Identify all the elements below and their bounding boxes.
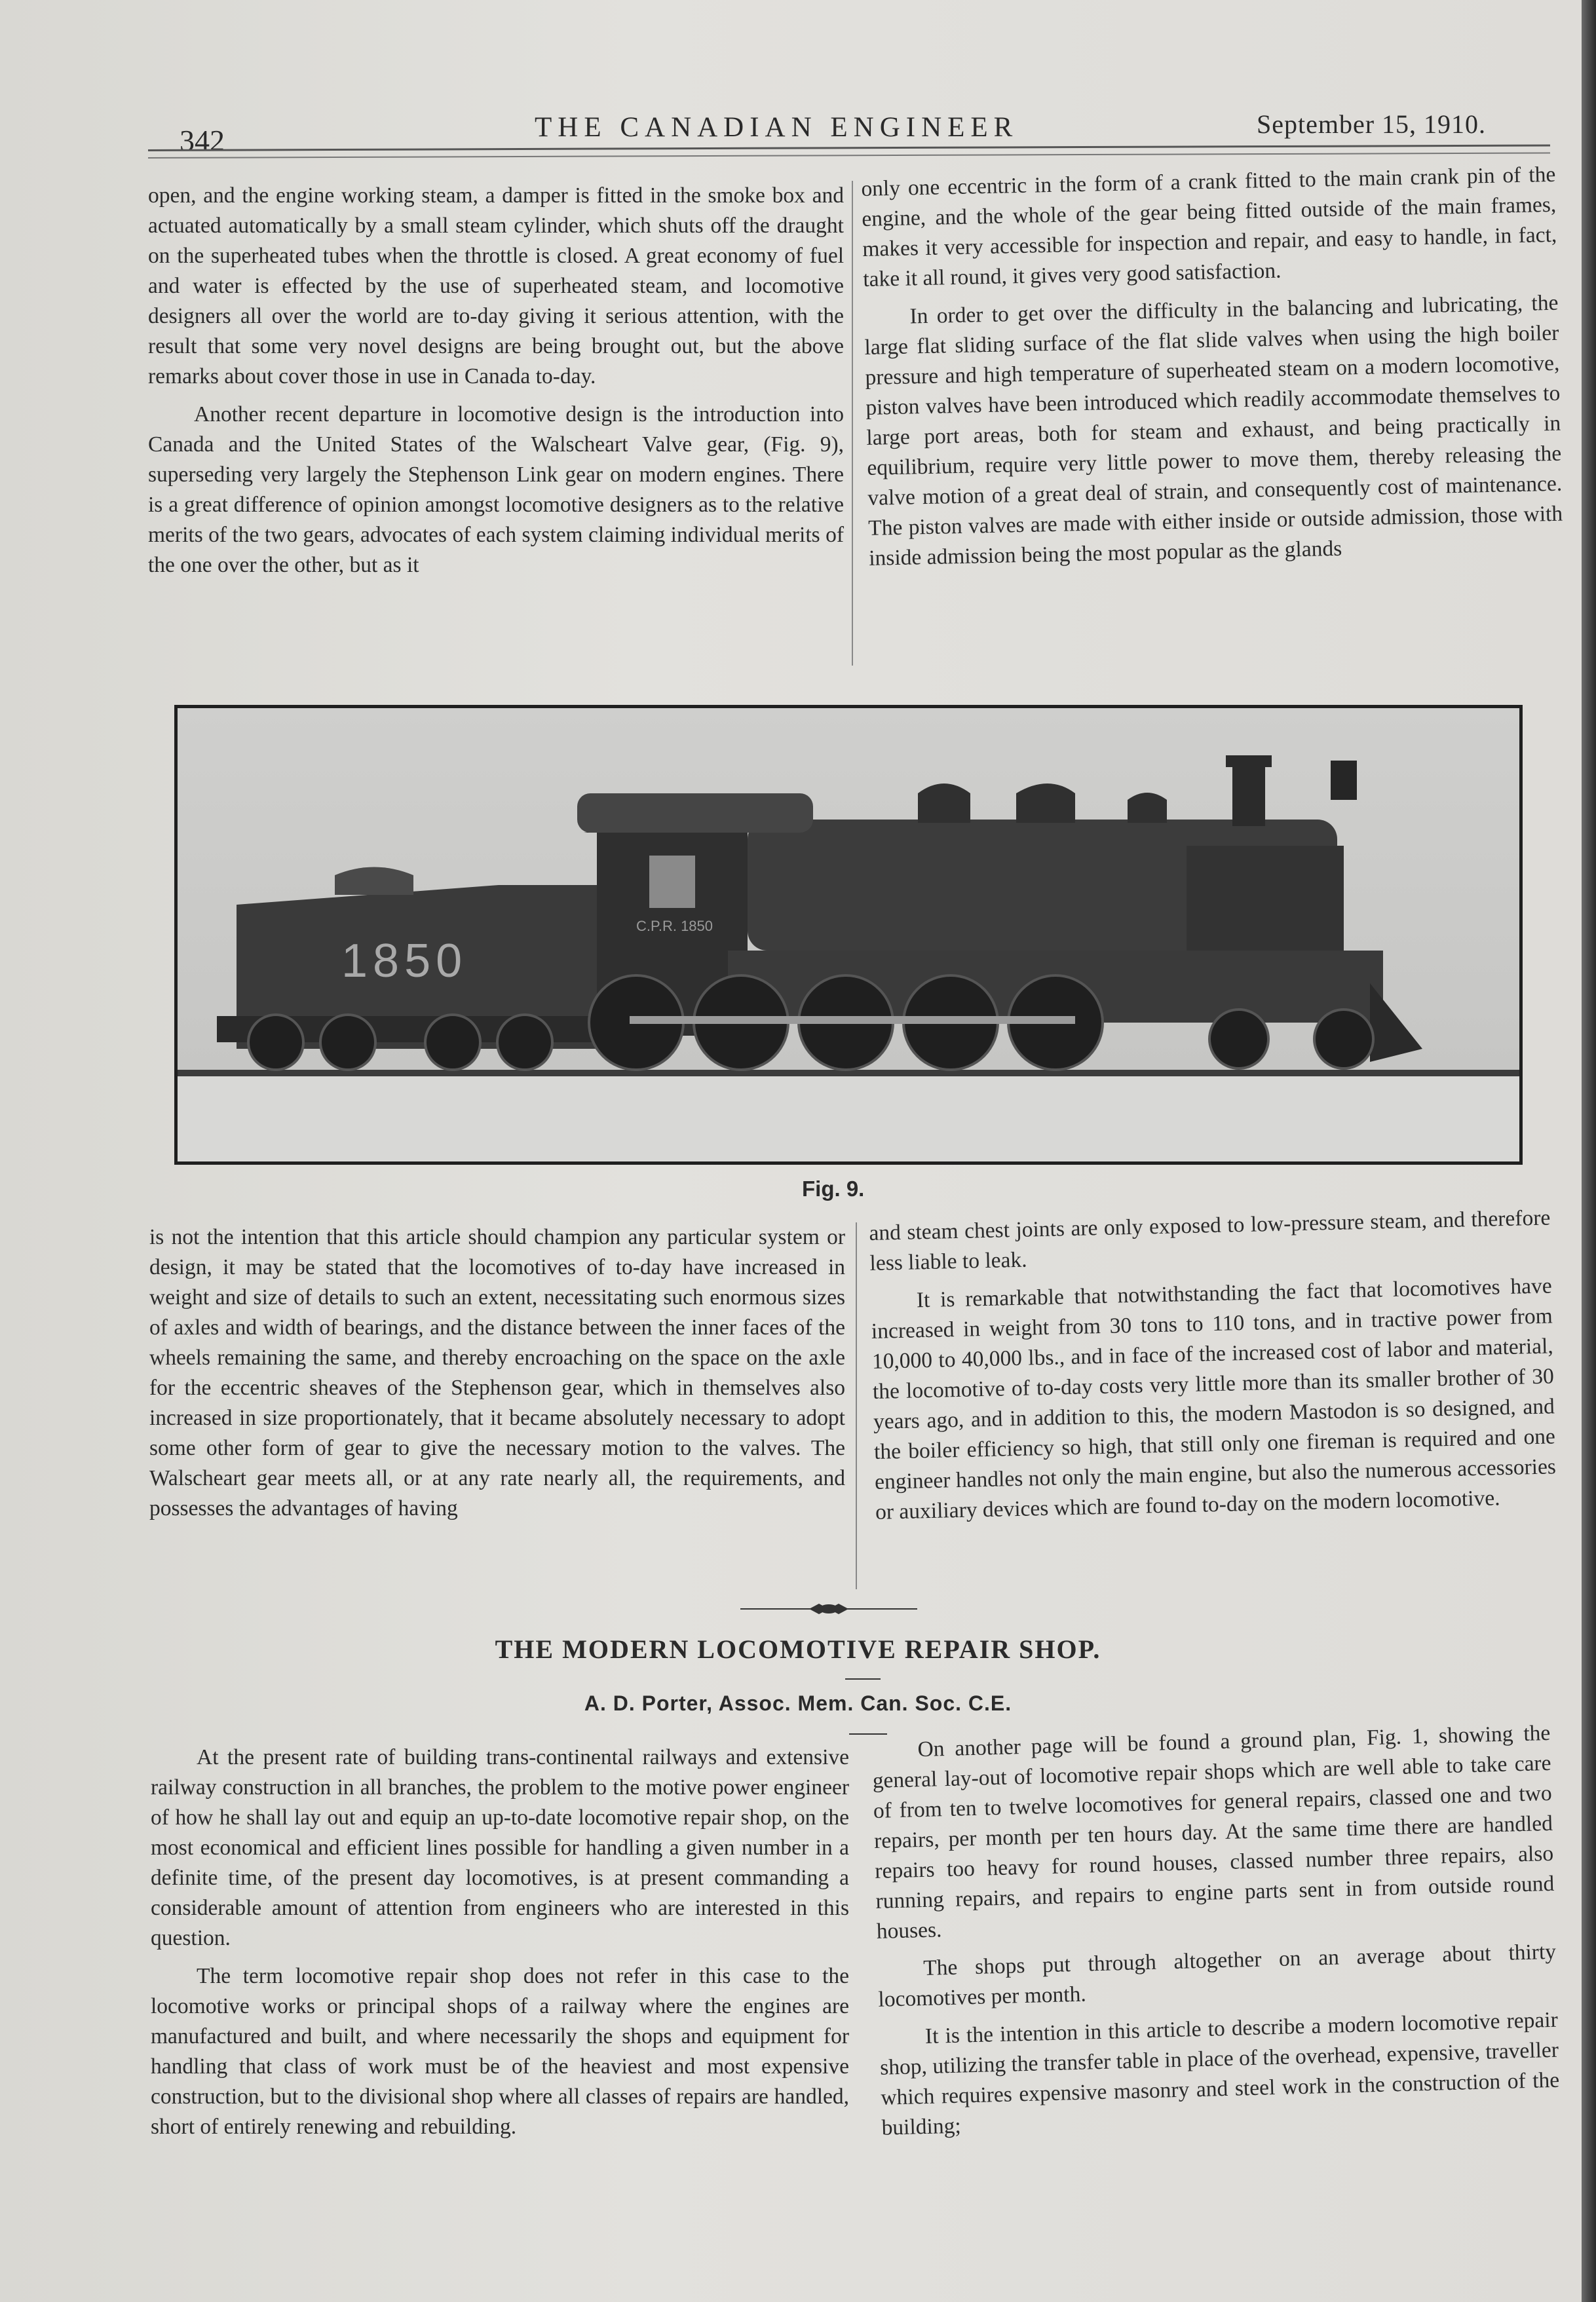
- bottom-left-column: [151, 1743, 849, 2150]
- article-title: THE MODERN LOCOMOTIVE REPAIR SHOP.: [495, 1634, 1101, 1664]
- bottom-right-column: [871, 1718, 1561, 2151]
- paragraph: The term locomotive repair shop does not refer in this case to the locomotive works or principal shops of a railway where the engines are manufactured and built, and where necessarily the shops and equipment for handling that class of work must be of the heaviest and most expensive construction, but to the divisional shop where all classes of repairs are handled, short of entirely renewing and rebuilding.: [151, 1964, 849, 2139]
- paragraph: Another recent departure in locomotive design is the introduction into Canada and the United States of the Walscheart Valve gear, (Fig. 9), superseding very largely the Stephenson Link gear on modern engines. There is a great difference of opinion amongst locomotive designers as to the relative merits of the two gears, advocates of each system claiming individual merits of the one over the other, but as it: [148, 402, 844, 577]
- page-edge-shadow: [1582, 0, 1596, 2302]
- paragraph: On another page will be found a ground plan, Fig. 1, showing the general lay-out of locomotive repair shops which are well able to take care of from ten to twelve locomotives for general repairs, classed one and two repairs, per month per ten hours day. At the same time there are handled repairs too heavy for round houses, classed number three repairs, also running repairs, and repairs to engine parts sent in from outside round houses.: [872, 1720, 1555, 1944]
- article-byline: A. D. Porter, Assoc. Mem. Can. Soc. C.E.: [584, 1691, 1012, 1715]
- paragraph: The shops put through altogether on an average about thirty locomotives per month.: [878, 1939, 1557, 2012]
- locomotive-number: 1850: [341, 935, 468, 987]
- paragraph: is not the intention that this article should champion any particular system or design, it may be stated that the locomotives of to-day have increased in weight and size of details to such an extent, necessitating such enormous sizes of axles and width of bearings, and the distance between the inner faces of the wheels remaining the same, and thereby encroaching on the space on the axle for the eccentric sheaves of the Stephenson gear, which in themselves also increased in size proportionately, that it became absolutely necessary to adopt some other form of gear to give the necessary motion to the valves. The Walscheart gear meets all, or at any rate nearly all, the requirements, and possesses the advantages of having: [149, 1225, 845, 1520]
- paragraph: open, and the engine working steam, a damper is fitted in the smoke box and actuated automatically by a small steam cylinder, which shuts off the draught on the superheated tubes when the throttle is closed. A great economy of fuel and water is effected by the use of superheated steam, and locomotive designers all over the world are to-day giving it serious attention, with the result that some very novel designs are being brought out, but the above remarks about cover those in use in Canada to-day.: [148, 183, 844, 388]
- section-ornament: [740, 1602, 917, 1615]
- figure-caption: Fig. 9.: [802, 1177, 865, 1201]
- paragraph: It is the intention in this article to describe a modern locomotive repair shop, utilizing the transfer table in place of the overhead, expensive, traveller which requires expensive masonry and steel work in the construction of the building;: [879, 2007, 1560, 2140]
- middle-right-column: [869, 1203, 1557, 1535]
- column-divider: [856, 1222, 857, 1589]
- paragraph: It is remarkable that notwithstanding the fact that locomotives have increased in weight from 30 tons to 110 tons, and in tractive power from 10,000 to 40,000 lbs., and in face of the increased cost of labor and material, the locomotive of to-day costs very little more than its smaller brother of 30 years ago, and in addition to this, the modern Mastodon is so designed, and the boiler efficiency so high, that still only one fireman is required and one engineer handles not only the main engine, but also the numerous accessories or auxiliary devices which are found to-day on the modern locomotive.: [871, 1274, 1557, 1524]
- journal-title: THE CANADIAN ENGINEER: [535, 112, 1019, 143]
- paragraph: At the present rate of building trans-continental railways and extensive railway construction in all branches, the problem to the motive power engineer of how he shall lay out and equip an up-to-date locomotive repair shop, on the most economical and efficient lines possible for handling a given number in a definite time, of the present day locomotives, is at present commanding a considerable amount of attention from engineers who are interested in this question.: [151, 1745, 849, 1950]
- paragraph: only one eccentric in the form of a crank fitted to the main crank pin of the engine, and the whole of the gear being fitted outside of the main frames, makes it very accessible for inspection and repair, and easy to handle, in fact, take it all round, it gives very good satisfaction.: [861, 162, 1557, 292]
- byline-rule: [849, 1733, 887, 1735]
- paragraph: and steam chest joints are only exposed to low-pressure steam, and therefore less liable to leak.: [869, 1205, 1551, 1275]
- middle-left-column: [149, 1222, 845, 1532]
- column-divider: [852, 181, 853, 666]
- top-right-column: [861, 160, 1564, 582]
- title-rule: [845, 1678, 881, 1680]
- locomotive-photo: [174, 705, 1523, 1165]
- issue-date: September 15, 1910.: [1257, 109, 1487, 139]
- locomotive-illustration: [178, 708, 1519, 1161]
- top-left-column: [148, 181, 844, 588]
- paragraph: In order to get over the difficulty in the balancing and lubricating, the large flat sliding surface of the flat slide valves when using the high boiler pressure and high temperature of superheated steam on a modern locomotive, piston valves have been introduced which readily accommodate themselves to large port areas, both for steam and exhaust, and being practically in equilibrium, require very little power to move them, thereby releasing the valve motion of a great deal of strain, and consequently cost of maintenance. The piston valves are made with either inside or outside admission, those with inside admission being the most popular as the glands: [864, 290, 1563, 571]
- cab-lettering: C.P.R. 1850: [636, 918, 713, 934]
- page-number: 342: [180, 124, 225, 157]
